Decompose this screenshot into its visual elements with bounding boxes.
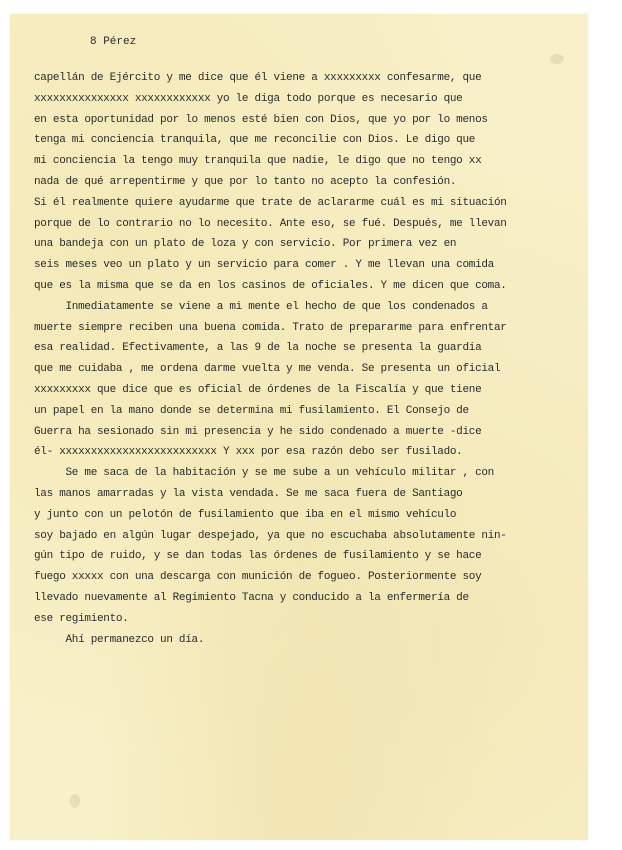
text-line: soy bajado en algún lugar despejado, ya que no escuchaba absolutamente nin- (34, 529, 507, 542)
text-line: tenga mi conciencia tranquila, que me reconcilie con Dios. Le digo que (34, 134, 476, 147)
text-line: xxxxxxxxxxxxxxx xxxxxxxxxxxx yo le diga todo porque es necesario que (34, 92, 463, 105)
ink-smudge (550, 54, 564, 64)
text-line: las manos amarradas y la vista vendada. Se me saca fuera de Santiago (34, 487, 463, 500)
text-line: Si él realmente quiere ayudarme que trate de aclararme cuál es mi situación (34, 196, 507, 209)
text-line: Guerra ha sesionado sin mi presencia y he sido condenado a muerte -dice (34, 425, 482, 438)
text-line: que es la misma que se da en los casinos de oficiales. Y me dicen que coma. (34, 279, 507, 292)
text-line: y junto con un pelotón de fusilamiento que iba en el mismo vehículo (34, 508, 457, 521)
text-line: Ahí permanezco un día. (34, 633, 205, 646)
text-line: ese regimiento. (34, 612, 129, 625)
text-line: él- xxxxxxxxxxxxxxxxxxxxxxxxx Y xxx por esa razón debo ser fusilado. (34, 446, 463, 459)
text-line: llevado nuevamente al Regimiento Tacna y conducido a la enfermería de (34, 591, 469, 604)
document-body (34, 68, 586, 650)
text-line: mi conciencia la tengo muy tranquila que nadie, le digo que no tengo xx (34, 155, 482, 168)
text-line: esa realidad. Efectivamente, a las 9 de la noche se presenta la guardia (34, 342, 482, 355)
text-line: seis meses veo un plato y un servicio para comer . Y me llevan una comida (34, 259, 494, 272)
text-line: que me cuidaba , me ordena darme vuelta y me venda. Se presenta un oficial (34, 363, 501, 376)
text-line: una bandeja con un plato de loza y con servicio. Por primera vez en (34, 238, 457, 251)
text-line: fuego xxxxx con una descarga con munición de fogueo. Posteriormente soy (34, 571, 482, 584)
text-line: un papel en la mano donde se determina mi fusilamiento. El Consejo de (34, 404, 469, 417)
text-line: en esta oportunidad por lo menos esté bien con Dios, que yo por lo menos (34, 113, 488, 126)
text-line: Inmediatamente se viene a mi mente el hecho de que los condenados a (34, 300, 488, 313)
text-line: gún tipo de ruido, y se dan todas las órdenes de fusilamiento y se hace (34, 550, 482, 563)
text-line: Se me saca de la habitación y se me sube a un vehículo militar , con (34, 467, 494, 480)
page-header: 8 Pérez (90, 36, 137, 48)
text-line: capellán de Ejército y me dice que él viene a xxxxxxxxx confesarme, que (34, 72, 482, 84)
typewritten-page (10, 14, 588, 840)
text-line: nada de qué arrepentirme y que por lo tanto no acepto la confesión. (34, 175, 457, 188)
text-line: porque de lo contrario no lo necesito. Ante eso, se fué. Después, me llevan (34, 217, 507, 230)
text-line: muerte siempre reciben una buena comida. Trato de prepararme para enfrentar (34, 321, 507, 334)
ink-smudge (70, 794, 80, 808)
text-line: xxxxxxxxx que dice que es oficial de órdenes de la Fiscalía y que tiene (34, 383, 482, 396)
